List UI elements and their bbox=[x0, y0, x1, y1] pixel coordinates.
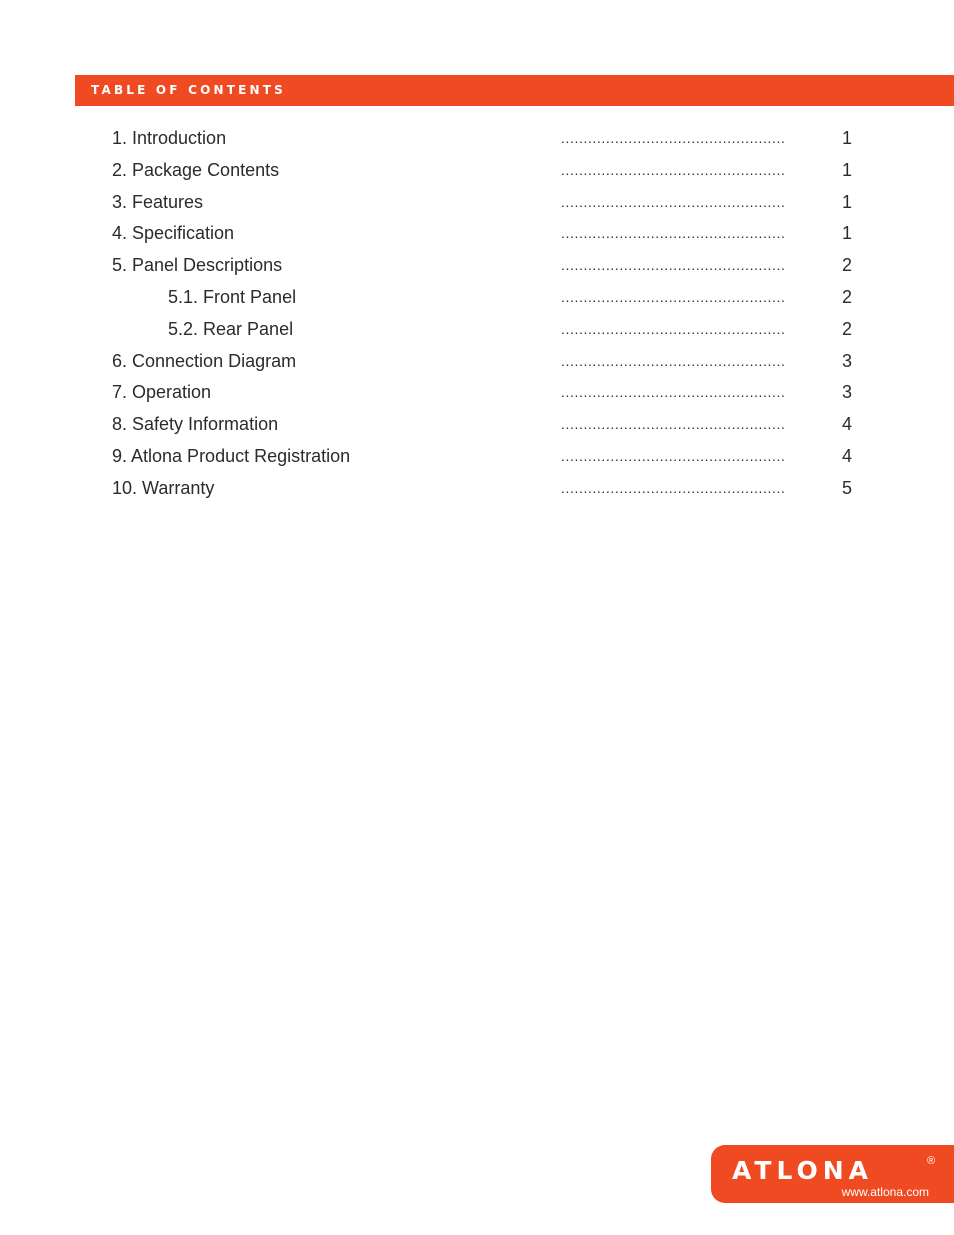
toc-page-number: 1 bbox=[841, 223, 852, 244]
toc-item-label: 3. Features bbox=[112, 191, 204, 212]
website-url: www.atlona.com bbox=[841, 1185, 929, 1199]
toc-item[interactable] bbox=[0, 156, 954, 188]
section-header-bar bbox=[75, 75, 954, 106]
toc-item-label: 9. Atlona Product Registration bbox=[112, 445, 351, 466]
toc-item[interactable] bbox=[0, 219, 954, 251]
toc-item-label: 4. Specification bbox=[112, 223, 235, 244]
toc-item[interactable] bbox=[0, 378, 954, 410]
toc-subitem[interactable] bbox=[0, 283, 954, 315]
toc-item[interactable] bbox=[0, 442, 954, 474]
toc-page-number: 2 bbox=[841, 255, 852, 276]
toc-item-label: 5.2. Rear Panel bbox=[168, 318, 294, 339]
toc-item[interactable] bbox=[0, 188, 954, 220]
atlona-logo-wordmark: ATLONA bbox=[732, 1156, 874, 1185]
toc-subitem[interactable] bbox=[0, 315, 954, 347]
toc-item-label: 5.1. Front Panel bbox=[168, 286, 297, 307]
toc-page-number: 2 bbox=[841, 286, 852, 307]
toc-dot-leader: .................................................. bbox=[561, 288, 786, 305]
toc-item-label: 2. Package Contents bbox=[112, 159, 280, 180]
toc-dot-leader: .................................................. bbox=[561, 130, 786, 146]
toc-dot-leader: .................................................. bbox=[561, 479, 786, 496]
toc-dot-leader: .................................................. bbox=[561, 161, 786, 178]
toc-item[interactable] bbox=[0, 347, 954, 379]
toc-page-number: 1 bbox=[841, 159, 852, 180]
toc-page-number: 3 bbox=[841, 382, 852, 403]
toc-item-label: 1. Introduction bbox=[112, 128, 227, 148]
toc-item[interactable] bbox=[0, 474, 954, 506]
toc-item-label: 7. Operation bbox=[112, 382, 212, 403]
section-title: TABLE OF CONTENTS bbox=[91, 83, 286, 97]
registered-mark: ® bbox=[927, 1155, 936, 1167]
toc-item-label: 6. Connection Diagram bbox=[112, 350, 297, 371]
toc-item-label: 10. Warranty bbox=[112, 477, 215, 498]
toc-dot-leader: .................................................. bbox=[561, 352, 786, 369]
toc-page-number: 5 bbox=[841, 477, 852, 498]
toc-item-label: 8. Safety Information bbox=[112, 414, 279, 435]
atlona-logo-badge bbox=[711, 1145, 954, 1203]
toc-dot-leader: .................................................. bbox=[561, 384, 786, 401]
toc-item[interactable] bbox=[0, 251, 954, 283]
toc-page-number: 1 bbox=[841, 128, 852, 148]
toc-page-number: 1 bbox=[841, 191, 852, 212]
toc-item-label: 5. Panel Descriptions bbox=[112, 255, 283, 276]
toc-dot-leader: .................................................. bbox=[561, 447, 786, 464]
toc-page-number: 2 bbox=[841, 318, 852, 339]
toc-dot-leader: .................................................. bbox=[561, 225, 786, 242]
toc-item[interactable] bbox=[0, 124, 954, 156]
toc-page-number: 4 bbox=[841, 445, 852, 466]
toc-page-number: 4 bbox=[841, 414, 852, 435]
toc-item[interactable] bbox=[0, 410, 954, 442]
toc-dot-leader: .................................................. bbox=[561, 416, 786, 433]
toc-dot-leader: .................................................. bbox=[561, 320, 786, 337]
table-of-contents bbox=[0, 124, 954, 506]
toc-dot-leader: .................................................. bbox=[561, 193, 786, 210]
toc-dot-leader: .................................................. bbox=[561, 257, 786, 274]
toc-page-number: 3 bbox=[841, 350, 852, 371]
